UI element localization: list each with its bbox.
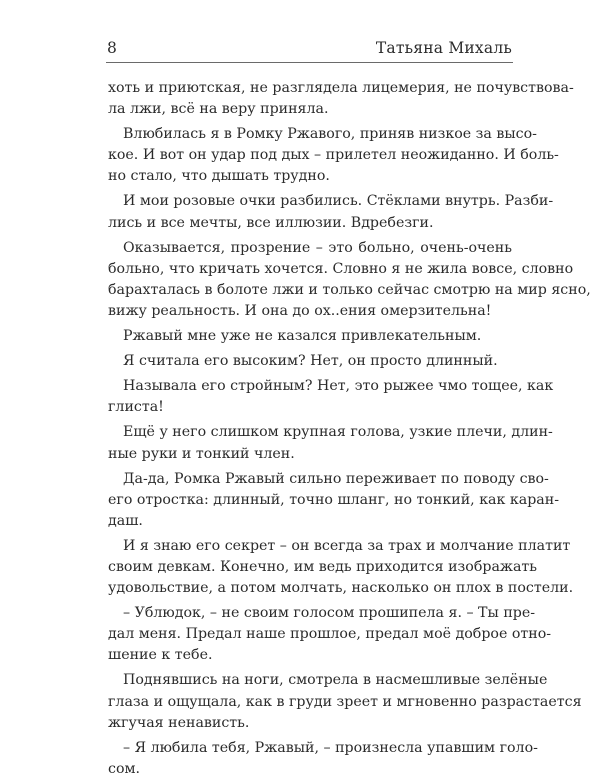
text-line: своим девкам. Конечно, им ведь приходится изображать — [108, 558, 537, 575]
paragraph — [108, 469, 560, 532]
paragraph — [108, 738, 538, 780]
text-line: Да-да, Ромка Ржавый сильно переживает по поводу сво- — [123, 470, 549, 487]
text-line: ла лжи, всё на веру приняла. — [108, 101, 329, 118]
text-line: кое. И вот он удар под дых – прилетел неожиданно. И боль- — [108, 147, 559, 164]
text-line: удовольствие, а потом молчать, насколько он плох в постели. — [108, 580, 574, 597]
paragraph — [108, 376, 554, 418]
text-line: лись и все мечты, все иллюзии. Вдребезги. — [108, 214, 434, 231]
text-line: Оказывается, прозрение – это больно, очень-очень — [123, 239, 512, 256]
paragraph — [108, 326, 512, 347]
paragraph — [108, 351, 512, 372]
text-line: Ржавый мне уже не казался привлекательным. — [123, 328, 482, 345]
text-line: И мои розовые очки разбились. Стёклами внутрь. Разби- — [123, 193, 554, 210]
text-line: дал меня. Предал наше прошлое, предал моё доброе отно- — [108, 626, 552, 643]
paragraph — [108, 603, 552, 666]
text-line: ные руки и тонкий член. — [108, 445, 295, 462]
author-name: Татьяна Михаль — [375, 39, 512, 57]
text-line: но стало, что дышать трудно. — [108, 168, 330, 185]
text-line: вижу реальность. И она до ох..ения омерзительна! — [108, 302, 492, 319]
text-line: барахталась в болоте лжи и только сейчас смотрю на мир ясно, — [108, 281, 591, 298]
text-line: жгучая ненависть. — [108, 714, 250, 731]
text-line: хоть и приютская, не разглядела лицемерия, не почувствова- — [108, 80, 574, 96]
text-line: шение к тебе. — [108, 647, 213, 664]
text-line: глаза и ощущала, как в груди зреет и мгновенно разрастается — [108, 693, 582, 710]
text-line: его отростка: длинный, точно шланг, но тонкий, как каран- — [108, 491, 560, 508]
text-line: глиста! — [108, 399, 164, 416]
paragraph — [108, 422, 553, 464]
running-header — [106, 38, 513, 63]
text-line: – Я любила тебя, Ржавый, – произнесла упавшим голо- — [123, 739, 538, 756]
paragraph — [108, 238, 591, 322]
paragraph — [108, 78, 574, 120]
text-line: Влюбилась я в Ромку Ржавого, приняв низкое за высо- — [123, 126, 537, 143]
paragraph — [108, 670, 582, 733]
paragraph — [108, 536, 574, 599]
body-text — [108, 78, 591, 784]
text-line: сом. — [108, 760, 141, 777]
text-line: Я считала его высоким? Нет, он просто длинный. — [123, 353, 498, 370]
paragraph — [108, 124, 559, 187]
text-line: Поднявшись на ноги, смотрела в насмешливые зелёные — [123, 672, 548, 689]
paragraph — [108, 191, 554, 233]
text-line: больно, что кричать хочется. Словно я не жила вовсе, словно — [108, 260, 574, 277]
page-number: 8 — [107, 39, 117, 57]
text-line: И я знаю его секрет – он всегда за трах и молчание платит — [123, 537, 571, 554]
text-line: – Ублюдок, – не своим голосом прошипела я. – Ты пре- — [123, 605, 536, 622]
text-line: даш. — [108, 512, 143, 529]
text-line: Называла его стройным? Нет, это рыжее чмо тощее, как — [123, 378, 554, 395]
text-line: Ещё у него слишком крупная голова, узкие плечи, длин- — [123, 424, 553, 441]
